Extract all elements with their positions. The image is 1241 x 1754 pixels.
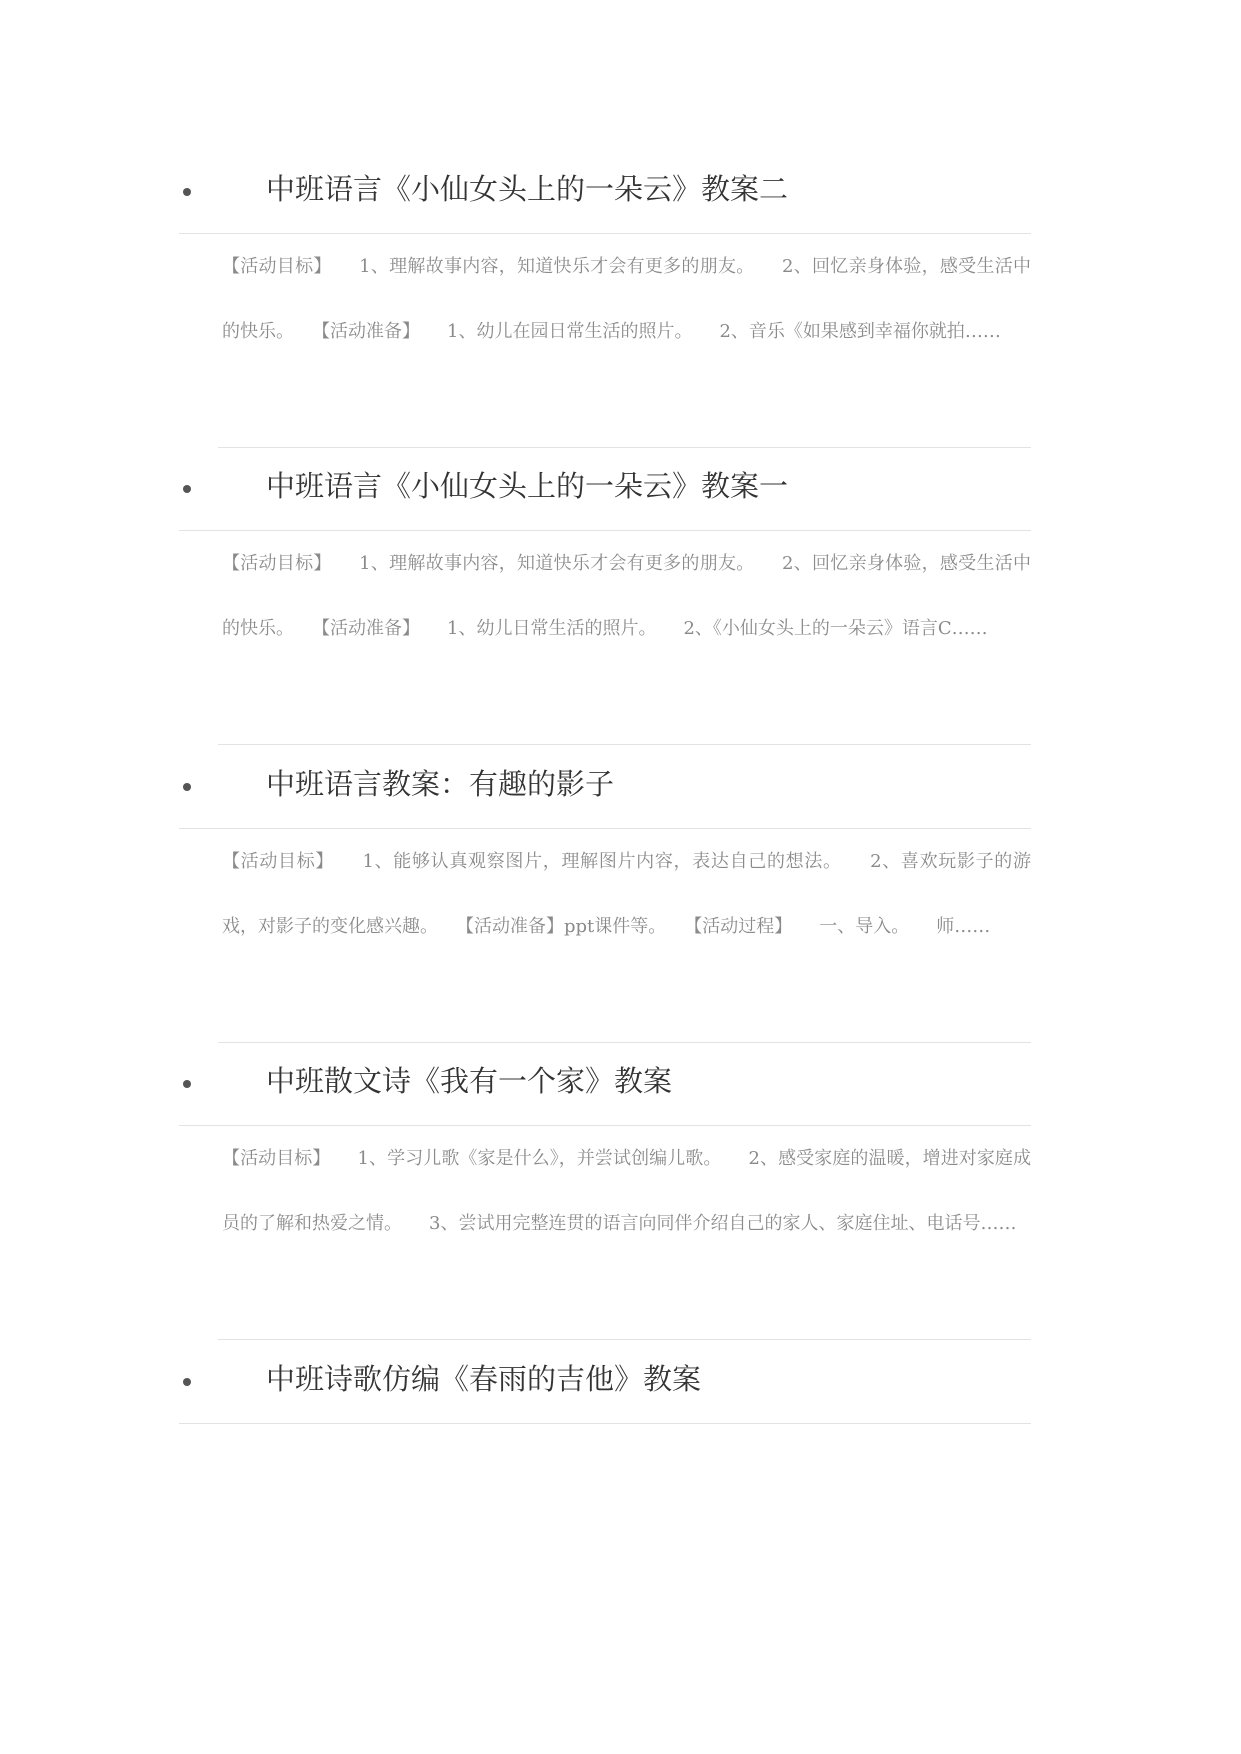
divider: [218, 1042, 1031, 1043]
article-summary: 【活动目标】 1、理解故事内容，知道快乐才会有更多的朋友。 2、回忆亲身体验，感受生活中的快乐。 【活动准备】 1、幼儿在园日常生活的照片。 2、音乐《如果感到幸福你就拍……: [222, 256, 1031, 342]
article-summary: 【活动目标】 1、能够认真观察图片，理解图片内容，表达自己的想法。 2、喜欢玩影子的游戏，对影子的变化感兴趣。 【活动准备】ppt课件等。 【活动过程】 一、导入。 师……: [222, 851, 1031, 937]
bullet-icon: [183, 783, 191, 791]
bullet-icon: [183, 1378, 191, 1386]
article-title-link[interactable]: 中班语言教案：有趣的影子: [266, 767, 615, 801]
bullet-icon: [183, 1080, 191, 1088]
bullet-icon: [183, 188, 191, 196]
divider: [179, 1423, 1031, 1424]
article-title-link[interactable]: 中班语言《小仙女头上的一朵云》教案二: [266, 172, 789, 206]
divider: [218, 447, 1031, 448]
bullet-icon: [183, 485, 191, 493]
article-title-link[interactable]: 中班语言《小仙女头上的一朵云》教案一: [266, 469, 789, 503]
divider: [218, 1339, 1031, 1340]
article-summary: 【活动目标】 1、理解故事内容，知道快乐才会有更多的朋友。 2、回忆亲身体验，感受生活中的快乐。 【活动准备】 1、幼儿日常生活的照片。 2、《小仙女头上的一朵云》语言C……: [222, 553, 1031, 639]
article-summary: 【活动目标】 1、学习儿歌《家是什么》，并尝试创编儿歌。 2、感受家庭的温暖，增进对家庭成员的了解和热爱之情。 3、尝试用完整连贯的语言向同伴介绍自己的家人、家庭住址、电话号……: [222, 1148, 1031, 1234]
article-title-link[interactable]: 中班散文诗《我有一个家》教案: [266, 1064, 673, 1098]
article-title-link[interactable]: 中班诗歌仿编《春雨的吉他》教案: [266, 1362, 702, 1396]
divider: [218, 744, 1031, 745]
